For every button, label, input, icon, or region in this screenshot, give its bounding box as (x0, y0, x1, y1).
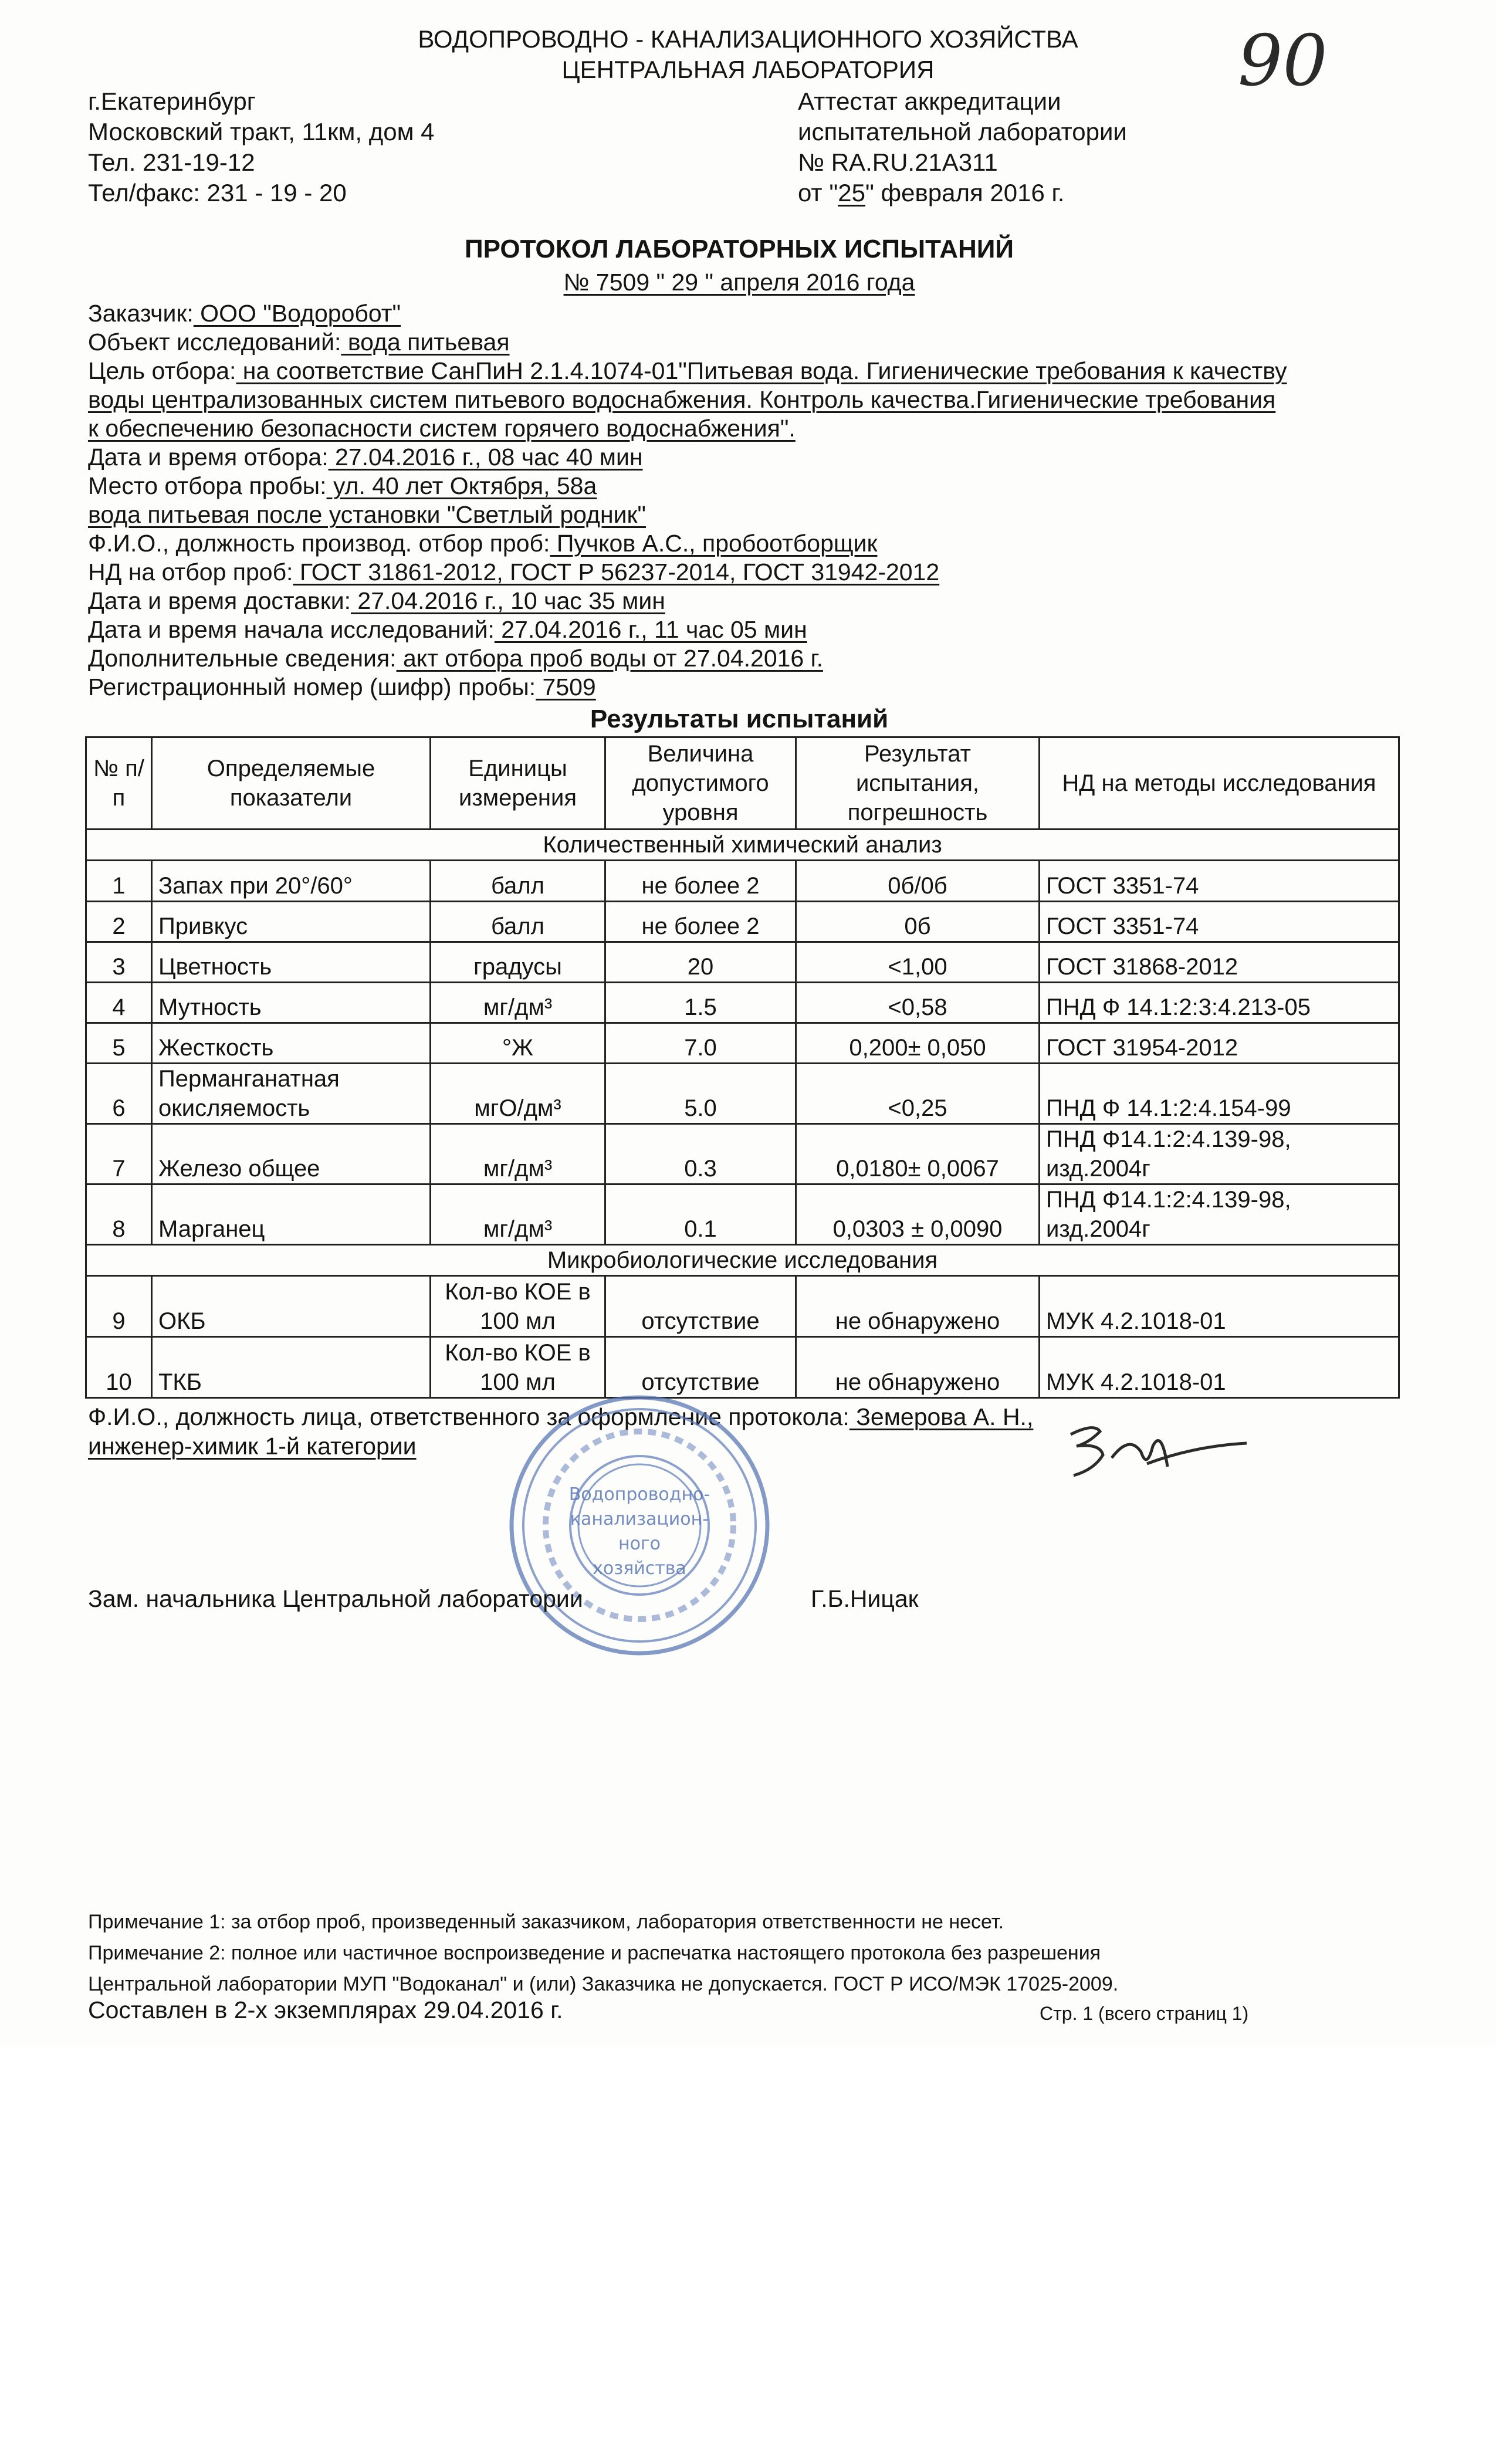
column-header-indicator: Определяемые показатели (152, 737, 431, 830)
cell-result: <0,58 (796, 983, 1040, 1023)
cell-number: 7 (86, 1124, 152, 1184)
cell-unit: градусы (431, 942, 605, 983)
cell-result: 0б (796, 902, 1040, 942)
field-research-start: Дата и время начала исследований: 27.04.2016 г., 11 час 05 мин (88, 616, 807, 643)
signoff-name: Г.Б.Ницак (811, 1585, 919, 1612)
column-header-limit: Величина допустимого уровня (605, 737, 796, 830)
accreditation-line2: испытательной лаборатории (798, 118, 1127, 145)
organization-stamp (502, 1387, 777, 1663)
cell-indicator: ТКБ (152, 1337, 431, 1398)
cell-method: ГОСТ 3351-74 (1040, 861, 1399, 902)
cell-indicator: Жесткость (152, 1023, 431, 1064)
note-1: Примечание 1: за отбор проб, произведенный заказчиком, лаборатория ответственности не несет. (88, 1911, 1004, 1933)
cell-limit: 0.3 (605, 1124, 796, 1184)
note-2-cont: Центральной лаборатории МУП "Водоканал" и (или) Заказчика не допускается. ГОСТ Р ИСО/МЭК 17025-2009. (88, 1973, 1119, 1995)
org-name-line1: ВОДОПРОВОДНО - КАНАЛИЗАЦИОННОГО ХОЗЯЙСТВА (418, 25, 1078, 53)
cell-method: ГОСТ 31954-2012 (1040, 1023, 1399, 1064)
cell-method: ГОСТ 31868-2012 (1040, 942, 1399, 983)
note-2: Примечание 2: полное или частичное воспроизведение и распечатка настоящего протокола без разрешения (88, 1942, 1101, 1964)
section-row-chemical (86, 830, 1399, 861)
table-row (86, 942, 1399, 983)
cell-indicator: Перманганатная окисляемость (152, 1064, 431, 1124)
cell-unit: мг/дм³ (431, 1184, 605, 1245)
cell-limit: 7.0 (605, 1023, 796, 1064)
stamp-text-line2: канализацион- (570, 1509, 709, 1529)
cell-indicator: Привкус (152, 902, 431, 942)
field-sampling-place: Место отбора пробы: ул. 40 лет Октября, 58а (88, 472, 597, 499)
address-fax: Тел/факс: 231 - 19 - 20 (88, 179, 347, 207)
cell-unit: Кол-во КОЕ в 100 мл (431, 1276, 605, 1337)
address-phone: Тел. 231-19-12 (88, 148, 255, 176)
cell-unit: Кол-во КОЕ в 100 мл (431, 1337, 605, 1398)
section-title: Микробиологические исследования (86, 1245, 1399, 1276)
cell-indicator: Запах при 20°/60° (152, 861, 431, 902)
cell-limit: 5.0 (605, 1064, 796, 1124)
section-row-micro (86, 1245, 1399, 1276)
cell-number: 2 (86, 902, 152, 942)
cell-unit: мг/дм³ (431, 983, 605, 1023)
field-sampling-datetime: Дата и время отбора: 27.04.2016 г., 08 час 40 мин (88, 444, 643, 471)
field-delivery-datetime: Дата и время доставки: 27.04.2016 г., 10 час 35 мин (88, 587, 665, 614)
cell-result: 0,0303 ± 0,0090 (796, 1184, 1040, 1245)
responsible-position: инженер-химик 1-й категории (88, 1433, 417, 1460)
cell-number: 10 (86, 1337, 152, 1398)
table-row (86, 1023, 1399, 1064)
cell-limit: 1.5 (605, 983, 796, 1023)
table-row (86, 983, 1399, 1023)
field-additional-info: Дополнительные сведения: акт отбора проб воды от 27.04.2016 г. (88, 645, 823, 672)
table-row (86, 861, 1399, 902)
cell-unit: балл (431, 861, 605, 902)
accreditation-number: № RA.RU.21A311 (798, 148, 998, 176)
copies-line: Составлен в 2-х экземплярах 29.04.2016 г. (88, 1996, 563, 2023)
cell-result: 0б/0б (796, 861, 1040, 902)
cell-result: <1,00 (796, 942, 1040, 983)
table-row (86, 902, 1399, 942)
cell-method: МУК 4.2.1018-01 (1040, 1276, 1399, 1337)
cell-number: 5 (86, 1023, 152, 1064)
table-row (86, 1064, 1399, 1124)
cell-indicator: Марганец (152, 1184, 431, 1245)
cell-method: МУК 4.2.1018-01 (1040, 1337, 1399, 1398)
table-row (86, 1184, 1399, 1245)
cell-result: 0,0180± 0,0067 (796, 1124, 1040, 1184)
field-registration-number: Регистрационный номер (шифр) пробы: 7509 (88, 673, 596, 700)
cell-method: ПНД Ф 14.1:2:4.154-99 (1040, 1064, 1399, 1124)
cell-limit: не более 2 (605, 902, 796, 942)
cell-number: 8 (86, 1184, 152, 1245)
field-object: Объект исследований: вода питьевая (88, 329, 510, 356)
address-street: Московский тракт, 11км, дом 4 (88, 118, 435, 145)
signature-responsible (1059, 1411, 1258, 1493)
responsible-person: Ф.И.О., должность лица, ответственного за оформление протокола: Земерова А. Н., (88, 1403, 1034, 1430)
cell-unit: °Ж (431, 1023, 605, 1064)
table-row (86, 1276, 1399, 1337)
cell-method: ГОСТ 3351-74 (1040, 902, 1399, 942)
field-sampling-place-cont: вода питьевая после установки "Светлый родник" (88, 501, 646, 528)
field-sampler: Ф.И.О., должность производ. отбор проб: Пучков А.С., пробоотборщик (88, 530, 878, 557)
cell-indicator: Мутность (152, 983, 431, 1023)
cell-number: 1 (86, 861, 152, 902)
field-purpose-cont2: к обеспечению безопасности систем горячего водоснабжения". (88, 415, 796, 442)
cell-method: ПНД Ф 14.1:2:3:4.213-05 (1040, 983, 1399, 1023)
accreditation-date: от "25" февраля 2016 г. (798, 179, 1065, 207)
results-title: Результаты испытаний (590, 705, 889, 733)
signoff-position: Зам. начальника Центральной лаборатории (88, 1585, 583, 1612)
cell-indicator: ОКБ (152, 1276, 431, 1337)
column-header-number: № п/п (86, 737, 152, 830)
table-row (86, 1124, 1399, 1184)
field-customer: Заказчик: ООО "Водоробот" (88, 300, 401, 327)
cell-unit: балл (431, 902, 605, 942)
field-purpose-cont1: воды централизованных систем питьевого водоснабжения. Контроль качества.Гигиенические требования (88, 386, 1276, 413)
cell-limit: отсутствие (605, 1337, 796, 1398)
cell-result: не обнаружено (796, 1337, 1040, 1398)
cell-limit: отсутствие (605, 1276, 796, 1337)
column-header-unit: Единицы измерения (431, 737, 605, 830)
cell-limit: 0.1 (605, 1184, 796, 1245)
cell-number: 6 (86, 1064, 152, 1124)
column-header-method: НД на методы исследования (1040, 737, 1399, 830)
cell-result: не обнаружено (796, 1276, 1040, 1337)
cell-result: <0,25 (796, 1064, 1040, 1124)
handwritten-page-number: 90 (1238, 21, 1328, 102)
protocol-title: ПРОТОКОЛ ЛАБОРАТОРНЫХ ИСПЫТАНИЙ (464, 235, 1014, 263)
cell-number: 4 (86, 983, 152, 1023)
accreditation-line1: Аттестат аккредитации (798, 87, 1061, 115)
table-header-row (86, 737, 1399, 830)
results-table (85, 736, 1400, 1399)
field-sampling-standard: НД на отбор проб: ГОСТ 31861-2012, ГОСТ Р 56237-2014, ГОСТ 31942-2012 (88, 559, 940, 585)
page-counter: Стр. 1 (всего страниц 1) (1040, 2003, 1249, 2024)
stamp-text-line4: хозяйства (593, 1558, 686, 1579)
cell-result: 0,200± 0,050 (796, 1023, 1040, 1064)
cell-unit: мг/дм³ (431, 1124, 605, 1184)
address-city: г.Екатеринбург (88, 87, 256, 115)
stamp-text-line1: Водопроводно- (568, 1484, 710, 1505)
cell-number: 3 (86, 942, 152, 983)
cell-unit: мгО/дм³ (431, 1064, 605, 1124)
cell-indicator: Железо общее (152, 1124, 431, 1184)
cell-method: ПНД Ф14.1:2:4.139-98, изд.2004г (1040, 1124, 1399, 1184)
stamp-text-line3: ного (618, 1534, 661, 1554)
org-name-line2: ЦЕНТРАЛЬНАЯ ЛАБОРАТОРИЯ (561, 56, 935, 83)
cell-limit: 20 (605, 942, 796, 983)
field-purpose: Цель отбора: на соответствие СанПиН 2.1.4.1074-01"Питьевая вода. Гигиенические требования к качеству (88, 357, 1287, 384)
cell-method: ПНД Ф14.1:2:4.139-98, изд.2004г (1040, 1184, 1399, 1245)
protocol-number: № 7509 " 29 " апреля 2016 года (563, 269, 915, 296)
cell-limit: не более 2 (605, 861, 796, 902)
cell-indicator: Цветность (152, 942, 431, 983)
section-title: Количественный химический анализ (86, 830, 1399, 861)
cell-number: 9 (86, 1276, 152, 1337)
column-header-result: Результат испытания, погрешность (796, 737, 1040, 830)
